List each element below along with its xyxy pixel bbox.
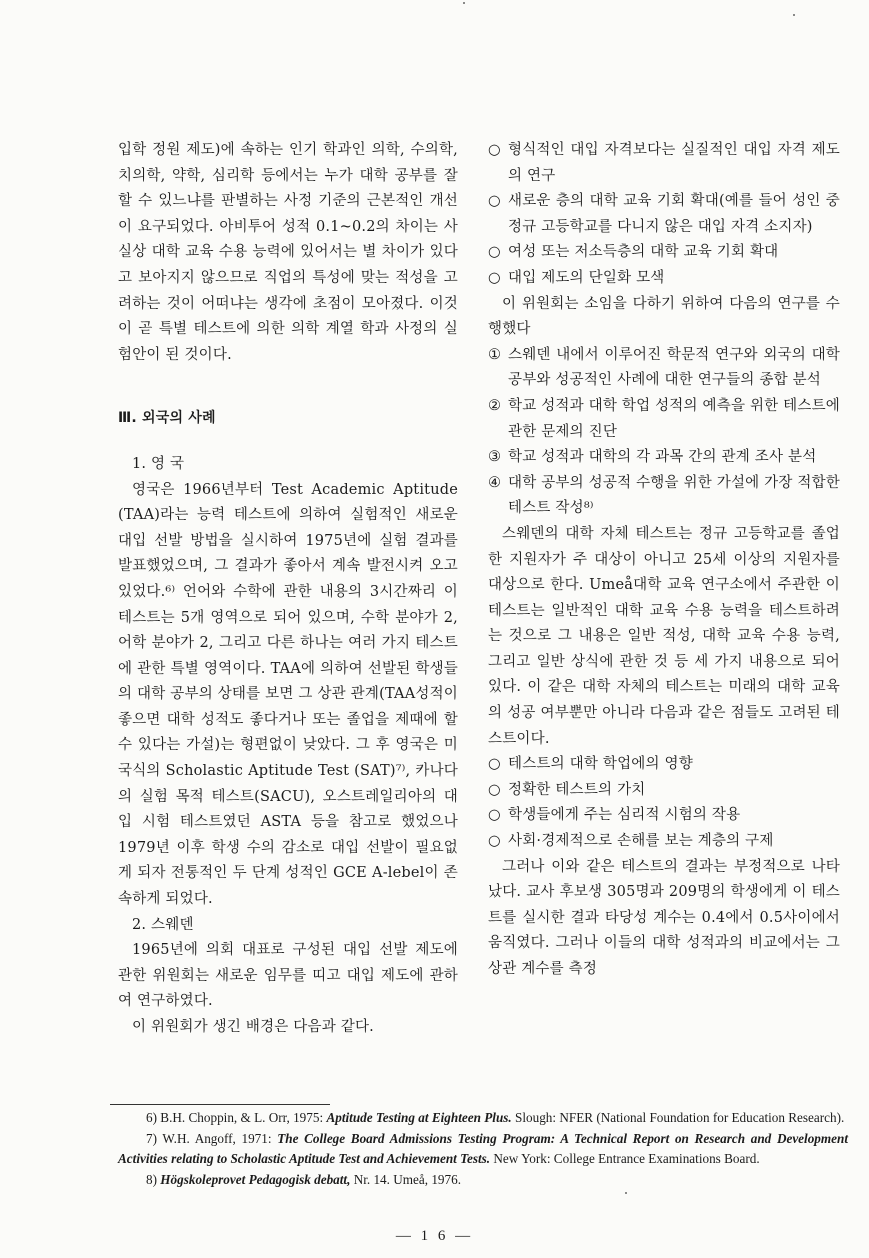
list-item: ○ 정확한 테스트의 가치 bbox=[488, 778, 840, 804]
footnote-divider bbox=[110, 1104, 330, 1105]
bullet-mark: ○ bbox=[488, 781, 501, 798]
list-item: ○ 학생들에게 주는 심리적 시험의 작용 bbox=[488, 803, 840, 829]
list-item: ○ 테스트의 대학 학업에의 영향 bbox=[488, 752, 840, 778]
background-list bbox=[488, 138, 840, 292]
list-item: ④ 대학 공부의 성공적 수행을 위한 가설에 가장 적합한 테스트 작성⁸⁾ bbox=[488, 474, 841, 517]
scan-speck bbox=[625, 1192, 627, 1194]
bullet-mark: ○ bbox=[488, 807, 501, 824]
uk-paragraph: 영국은 1966년부터 Test Academic Aptitude (TAA)라는 능력 테스트에 의하여 실험적인 새로운 대입 선발 방법을 실시하여 1975년에 실험 결과를 발표했었으며, 그 결과가 좋아서 계속 발전시켜 오고 있었다.⁶⁾ 언어와 수학에 관한 내용의 3시간짜리 이 테스트는 5개 영역으로 되어 있으며, 수학 분야가 2, 어학 분야가 2, 그리고 다른 하나는 여러 가지 테스트에 관한 특별 영역이다. TAA에 의하여 선발된 학생들의 대학 공부의 상태를 보면 그 상관 관계(TAA성적이 좋으면 대학 성적도 좋다거나 또는 졸업을 제때에 할 수 있다는 가설)는 형편없이 낮았다. 그 후 영국은 미국식의 Scholastic Aptitude Test (SAT)⁷⁾, 카나다의 실험 목적 테스트(SACU), 오스트레일리아의 대입 시험 테스트였던 ASTA 등을 참고로 했었으나 1979년 이후 학생 수의 감소로 대입 선발이 필요없게 되자 전통적인 두 단계 성적인 GCE A-lebel이 존속하게 되었다. bbox=[118, 481, 458, 908]
intro-paragraph: 입학 정원 제도)에 속하는 인기 학과인 의학, 수의학, 치의학, 약학, 심리학 등에서는 누가 대학 공부를 잘 할 수 있느냐를 판별하는 사정 기준의 근본적인 개선이 요구되었다. 아비투어 성적 0.1~0.2의 차이는 사실상 대학 교육 수용 능력에 있어서는 별 차이가 있다고 보아지지 않으므로 직업의 특성에 맞는 적성을 고려하는 것이 어떠냐는 생각에 초점이 모아졌다. 이것이 곧 특별 테스트에 의한 의학 계열 학과 사정의 실험안이 된 것이다. bbox=[118, 142, 458, 363]
bullet-mark: ○ bbox=[488, 193, 501, 210]
consideration-list bbox=[488, 752, 840, 854]
subsection-uk-heading: 1. 영 국 bbox=[132, 455, 185, 472]
right-column bbox=[488, 138, 840, 983]
section-heading: Ⅲ. 외국의 사례 bbox=[118, 410, 216, 427]
research-list bbox=[488, 343, 840, 522]
footnote-6: 6) B.H. Choppin, & L. Orr, 1975: Aptitude Testing at Eighteen Plus. Slough: NFER (National Foundation for Education Research). bbox=[146, 1110, 845, 1125]
list-item: ③ 학교 성적과 대학의 각 과목 간의 관계 조사 분석 bbox=[488, 449, 817, 466]
left-column bbox=[118, 138, 458, 1041]
list-item: ○ 여성 또는 저소득층의 대학 교육 기회 확대 bbox=[488, 240, 840, 266]
footnotes bbox=[118, 1108, 848, 1190]
swedish-test-paragraph: 스웨덴의 대학 자체 테스트는 정규 고등학교를 졸업한 지원자가 주 대상이 아니고 25세 이상의 지원자를 대상으로 한다. Umeå대학 교육 연구소에서 주관한 이 테스트는 일반적인 대학 교육 수용 능력을 테스트하려는 것으로 그 내용은 일반 적성, 대학 교육 수용 능력, 그리고 일반 상식에 관한 것 등 세 가지 내용으로 되어 있다. 이 같은 대학 자체의 테스트는 미래의 대학 교육의 성공 여부뿐만 아니라 다음과 같은 점들도 고려된 테스트이다. bbox=[488, 525, 840, 747]
sweden-paragraph: 1965년에 의회 대표로 구성된 대입 선발 제도에 관한 위원회는 새로운 임무를 띠고 대입 제도에 관하여 연구하였다. bbox=[118, 942, 458, 1010]
bullet-mark: ○ bbox=[488, 244, 501, 261]
scan-speck bbox=[463, 2, 465, 4]
list-item: ① 스웨덴 내에서 이루어진 학문적 연구와 외국의 대학 공부와 성공적인 사례에 대한 연구들의 종합 분석 bbox=[488, 346, 840, 389]
footnote-7: 7) W.H. Angoff, 1971: The College Board Admissions Testing Program: A Technical Report on Research and Development Activities relating to Scholastic Aptitude Test and Achievement Tests. New York: College Entrance Examinations Board. bbox=[118, 1130, 848, 1166]
bullet-mark: ○ bbox=[488, 269, 501, 286]
page-number: — 1 6 — bbox=[395, 1228, 474, 1244]
sweden-background: 이 위원회가 생긴 배경은 다음과 같다. bbox=[132, 1019, 374, 1035]
footnote-8: 8) Högskoleprovet Pedagogisk debatt, Nr. 14. Umeå, 1976. bbox=[146, 1171, 462, 1187]
list-item: ② 학교 성적과 대학 학업 성적의 예측을 위한 테스트에 관한 문제의 진단 bbox=[488, 397, 841, 440]
committee-intro: 이 위원회는 소임을 다하기 위하여 다음의 연구를 수행했다 bbox=[488, 295, 840, 338]
list-item: ○ 사회·경제적으로 손해를 보는 계층의 구제 bbox=[488, 829, 840, 855]
bullet-mark: ○ bbox=[488, 756, 501, 773]
list-item: ○ 형식적인 대입 자격보다는 실질적인 대입 자격 제도의 연구 bbox=[488, 138, 840, 189]
results-paragraph: 그러나 이와 같은 테스트의 결과는 부정적으로 나타났다. 교사 후보생 305명과 209명의 학생에게 이 테스트를 실시한 결과 타당성 계수는 0.4에서 0.5사이에서 움직였다. 그러나 이들의 대학 성적과의 비교에서는 그 상관 계수를 측정 bbox=[488, 858, 840, 977]
bullet-mark: ○ bbox=[488, 142, 501, 158]
list-item: ○ 대입 제도의 단일화 모색 bbox=[488, 266, 840, 292]
list-item: ○ 새로운 층의 대학 교육 기회 확대(예를 들어 성인 중 정규 고등학교를 다니지 않은 대입 자격 소지자) bbox=[488, 189, 840, 240]
subsection-sweden-heading: 2. 스웨덴 bbox=[132, 916, 194, 933]
scan-speck bbox=[793, 14, 795, 16]
bullet-mark: ○ bbox=[488, 833, 501, 850]
